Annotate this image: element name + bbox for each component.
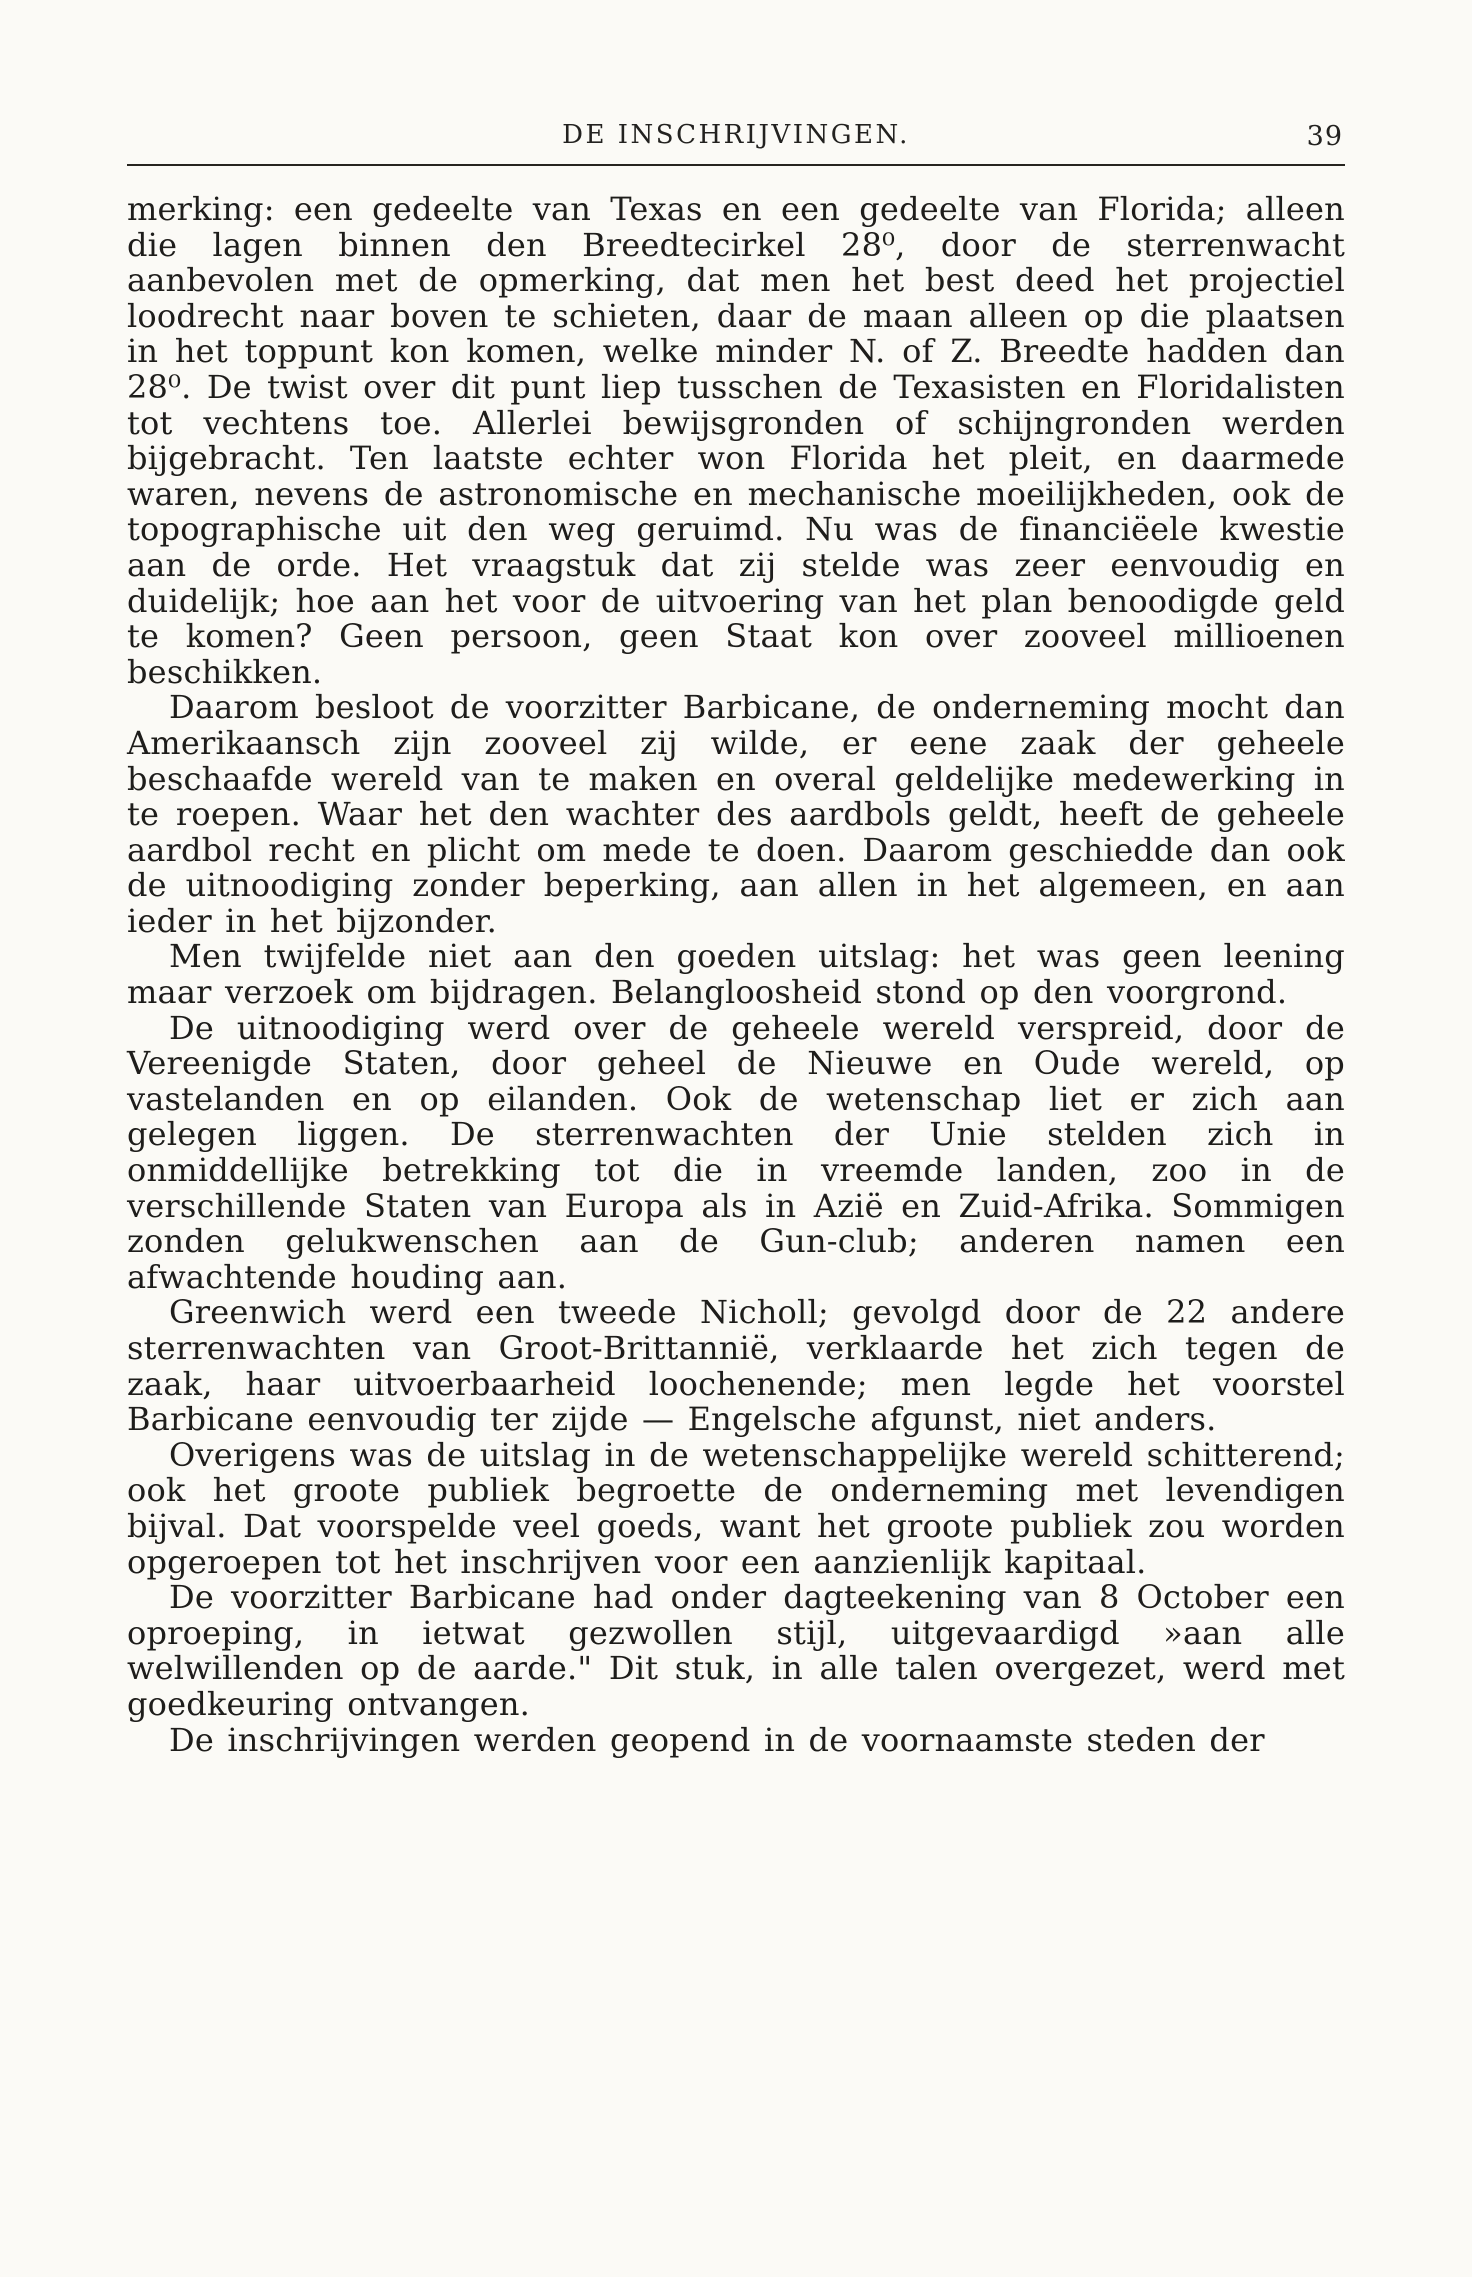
book-page xyxy=(127,120,1345,1758)
header-rule xyxy=(127,164,1345,166)
page-body xyxy=(127,192,1345,1758)
paragraph: Overigens was de uitslag in de wetenschappelijke wereld schitterend; ook het groote publiek begroette de onderneming met levendigen bijval. Dat voorspelde veel goeds, want het groote publiek zou worden opgeroepen tot het inschrijven voor een aanzienlijk kapitaal. xyxy=(127,1435,1345,1581)
paragraph: Daarom besloot de voorzitter Barbicane, de onderneming mocht dan Amerikaansch zijn zooveel zij wilde, er eene zaak der geheele beschaafde wereld van te maken en overal geldelijke medewerking in te roepen. Waar het den wachter des aardbols geldt, heeft de geheele aardbol recht en plicht om mede te doen. Daarom geschiedde dan ook de uitnoodiging zonder beperking, aan allen in het algemeen, en aan ieder in het bijzonder. xyxy=(127,688,1345,940)
paragraph: De voorzitter Barbicane had onder dagteekening van 8 October een oproeping, in ietwat gezwollen stijl, uitgevaardigd »aan alle welwillenden op de aarde." Dit stuk, in alle talen overgezet, werd met goedkeuring ontvangen. xyxy=(127,1578,1345,1723)
paragraph: Men twijfelde niet aan den goeden uitslag: het was geen leening maar verzoek om bijdragen. Belangloosheid stond op den voorgrond. xyxy=(127,937,1345,1012)
paragraph: merking: een gedeelte van Texas en een gedeelte van Florida; alleen die lagen binnen den Breedtecirkel 28⁰, door de sterrenwacht aanbevolen met de opmerking, dat men het best deed het projectiel loodrecht naar boven te schieten, daar de maan alleen op die plaatsen in het toppunt kon komen, welke minder N. of Z. Breedte hadden dan 28⁰. De twist over dit punt liep tusschen de Texasisten en Floridalisten tot vechtens toe. Allerlei bewijsgronden of schijngronden werden bijgebracht. Ten laatste echter won Florida het pleit, en daarmede waren, nevens de astronomische en mechanische moeilijkheden, ook de topographische uit den weg geruimd. Nu was de financiëele kwestie aan de orde. Het vraagstuk dat zij stelde was zeer eenvoudig en duidelijk; hoe aan het voor de uitvoering van het plan benoodigde geld te komen? Geen persoon, geen Staat kon over zooveel millioenen beschikken. xyxy=(127,190,1345,691)
paragraph: Greenwich werd een tweede Nicholl; gevolgd door de 22 andere sterrenwachten van Groot-Brittannië, verklaarde het zich tegen de zaak, haar uitvoerbaarheid loochenende; men legde het voorstel Barbicane eenvoudig ter zijde — Engelsche afgunst, niet anders. xyxy=(127,1293,1345,1439)
paragraph: De uitnoodiging werd over de geheele wereld verspreid, door de Vereenigde Staten, door geheel de Nieuwe en Oude wereld, op vastelanden en op eilanden. Ook de wetenschap liet er zich aan gelegen liggen. De sterrenwachten der Unie stelden zich in onmiddellijke betrekking tot die in vreemde landen, zoo in de verschillende Staten van Europa als in Azië en Zuid-Afrika. Sommigen zonden gelukwenschen aan de Gun-club; anderen namen een afwachtende houding aan. xyxy=(127,1008,1345,1296)
running-title: DE INSCHRIJVINGEN. xyxy=(562,120,910,150)
page-header xyxy=(127,120,1345,156)
page-number: 39 xyxy=(1306,121,1343,152)
paragraph: De inschrijvingen werden geopend in de voornaamste steden der xyxy=(169,1720,1265,1759)
